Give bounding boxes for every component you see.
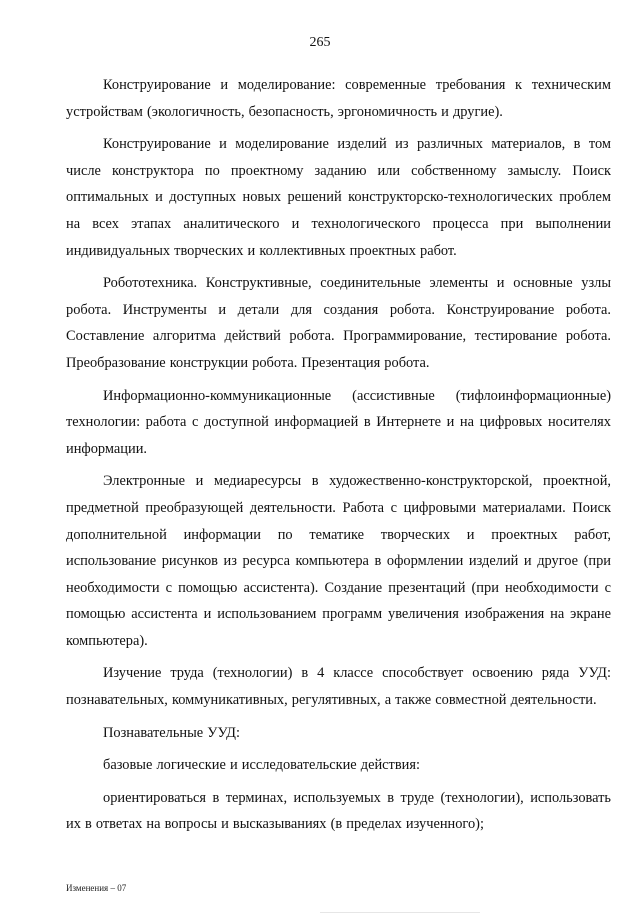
paragraph-ict: Информационно-коммуникационные (ассистивные (тифлоинформационные) технологии: работа с доступной информацией в Интернете и на цифровых носителях информации. <box>66 387 611 457</box>
paragraph-construction-materials: Конструирование и моделирование изделий из различных материалов, в том числе конструктора по проектному заданию или собственному замыслу. Поиск оптимальных и доступных новых решений конструкторско-технологических проблем на всех этапах аналитического и технологического процесса при выполнении индивидуальных творческих и коллективных проектных работ. <box>66 136 611 259</box>
scan-artifact-line <box>320 912 480 913</box>
paragraph-media-resources: Электронные и медиаресурсы в художественно-конструкторской, проектной, предметной преобразующей деятельности. Работа с цифровыми материалами. Поиск дополнительной информации по тематике творческих и проектных работ, использование рисунков из ресурса компьютера в оформлении изделий и другое (при необходимости с помощью ассистента). Создание презентаций (при необходимости с помощью ассистента и использованием программ увеличения изображения на экране компьютера). <box>66 473 611 649</box>
paragraph-cognitive-uud: Познавательные УУД: <box>103 724 240 741</box>
paragraph-terms-orientation: ориентироваться в терминах, используемых в труде (технологии), использовать их в ответах на вопросы и высказываниях (в пределах изученного); <box>66 789 611 833</box>
paragraph-robotics: Робототехника. Конструктивные, соединительные элементы и основные узлы робота. Инструменты и детали для создания робота. Конструирование робота. Составление алгоритма действий робота. Программирование, тестирование робота. Преобразование конструкции робота. Презентация робота. <box>66 275 611 371</box>
document-body <box>66 72 611 844</box>
paragraph-uud-intro: Изучение труда (технологии) в 4 классе способствует освоению ряда УУД: познавательных, коммуникативных, регулятивных, а также совместной деятельности. <box>66 665 611 709</box>
paragraph-logical-actions: базовые логические и исследовательские действия: <box>103 757 420 774</box>
footer-revision-note: Изменения – 07 <box>66 883 127 893</box>
page-number: 265 <box>309 35 331 50</box>
paragraph-construction-requirements: Конструирование и моделирование: современные требования к техническим устройствам (экологичность, безопасность, эргономичность и другие). <box>66 77 611 120</box>
